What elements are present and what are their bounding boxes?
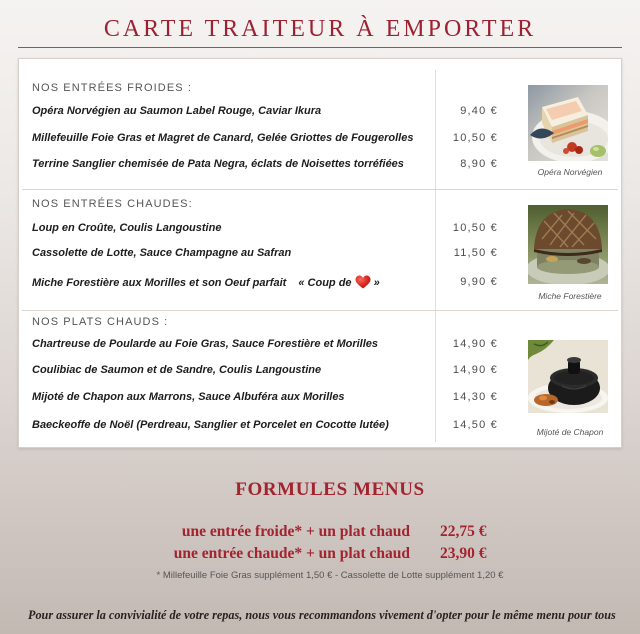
supplement-note: * Millefeuille Foie Gras supplément 1,50 € - Cassolette de Lotte supplément 1,20 € (156, 570, 504, 581)
dish-name: Mijoté de Chapon aux Marrons, Sauce Albuféra aux Morilles (32, 391, 345, 403)
dish-row-with-badge (32, 275, 380, 290)
dish-name: Chartreuse de Poularde au Foie Gras, Sauce Forestière et Morilles (32, 338, 379, 350)
menu-label: une entrée chaude* + un plat chaud (173, 545, 410, 562)
dish-name: Cassolette de Lotte, Sauce Champagne au Safran (32, 247, 292, 259)
photo-caption: Miche Forestière (538, 291, 602, 301)
price-column-divider (435, 70, 436, 442)
menu-price: 22,75 € (440, 523, 487, 540)
page-title: CARTE TRAITEUR À EMPORTER (103, 16, 537, 42)
dish-name: Millefeuille Foie Gras et Magret de Canard, Gelée Griottes de Fougerolles (32, 132, 414, 144)
section-heading-plats-chauds: NOS PLATS CHAUDS : (32, 316, 169, 328)
photo-caption: Mijoté de Chapon (536, 427, 604, 437)
dish-name: Coulibiac de Saumon et de Sandre, Coulis Langoustine (32, 364, 322, 376)
heart-icon (355, 275, 371, 289)
coup-de-coeur-badge (298, 277, 379, 289)
formules-title: FORMULES MENUS (235, 479, 425, 500)
dish-name: Terrine Sanglier chemisée de Pata Negra, éclats de Noisettes torréfiées (32, 158, 404, 170)
dish-price: 9,40 € (460, 105, 498, 117)
dish-price: 14,90 € (452, 338, 498, 350)
dish-price: 8,90 € (460, 158, 498, 170)
badge-prefix: « Coup de (298, 277, 352, 289)
menu-price: 23,90 € (440, 545, 487, 562)
dish-price: 14,30 € (452, 391, 498, 403)
photo-caption: Opéra Norvégien (537, 167, 603, 177)
dish-name: Loup en Croûte, Coulis Langoustine (32, 222, 222, 234)
dish-photo-miche-forestiere (528, 205, 608, 284)
dish-name: Opéra Norvégien au Saumon Label Rouge, Caviar Ikura (32, 105, 322, 117)
menu-label: une entrée froide* + un plat chaud (181, 523, 410, 540)
section-heading-entrees-chaudes: NOS ENTRÉES CHAUDES: (32, 198, 193, 210)
dish-name: Miche Forestière aux Morilles et son Oeuf parfait (32, 277, 287, 289)
dish-photo-mijote-de-chapon (528, 340, 608, 413)
dish-price: 14,50 € (452, 419, 498, 431)
footer-note: Pour assurer la convivialité de votre repas, nous vous recommandons vivement d'opter pour le même menu pour tous (28, 608, 616, 622)
dish-price: 10,50 € (452, 132, 498, 144)
section-divider (22, 310, 618, 311)
dish-price: 11,50 € (453, 247, 498, 259)
dish-name: Baeckeoffe de Noël (Perdreau, Sanglier et Porcelet en Cocotte lutée) (32, 419, 389, 431)
badge-suffix: » (373, 277, 380, 289)
dish-photo-opera-norvegien (528, 85, 608, 161)
dish-price: 10,50 € (452, 222, 498, 234)
dish-price: 9,90 € (460, 276, 498, 288)
dish-price: 14,90 € (452, 364, 498, 376)
section-divider (22, 189, 618, 190)
title-rule (18, 47, 622, 48)
section-heading-entrees-froides: NOS ENTRÉES FROIDES : (32, 82, 193, 94)
